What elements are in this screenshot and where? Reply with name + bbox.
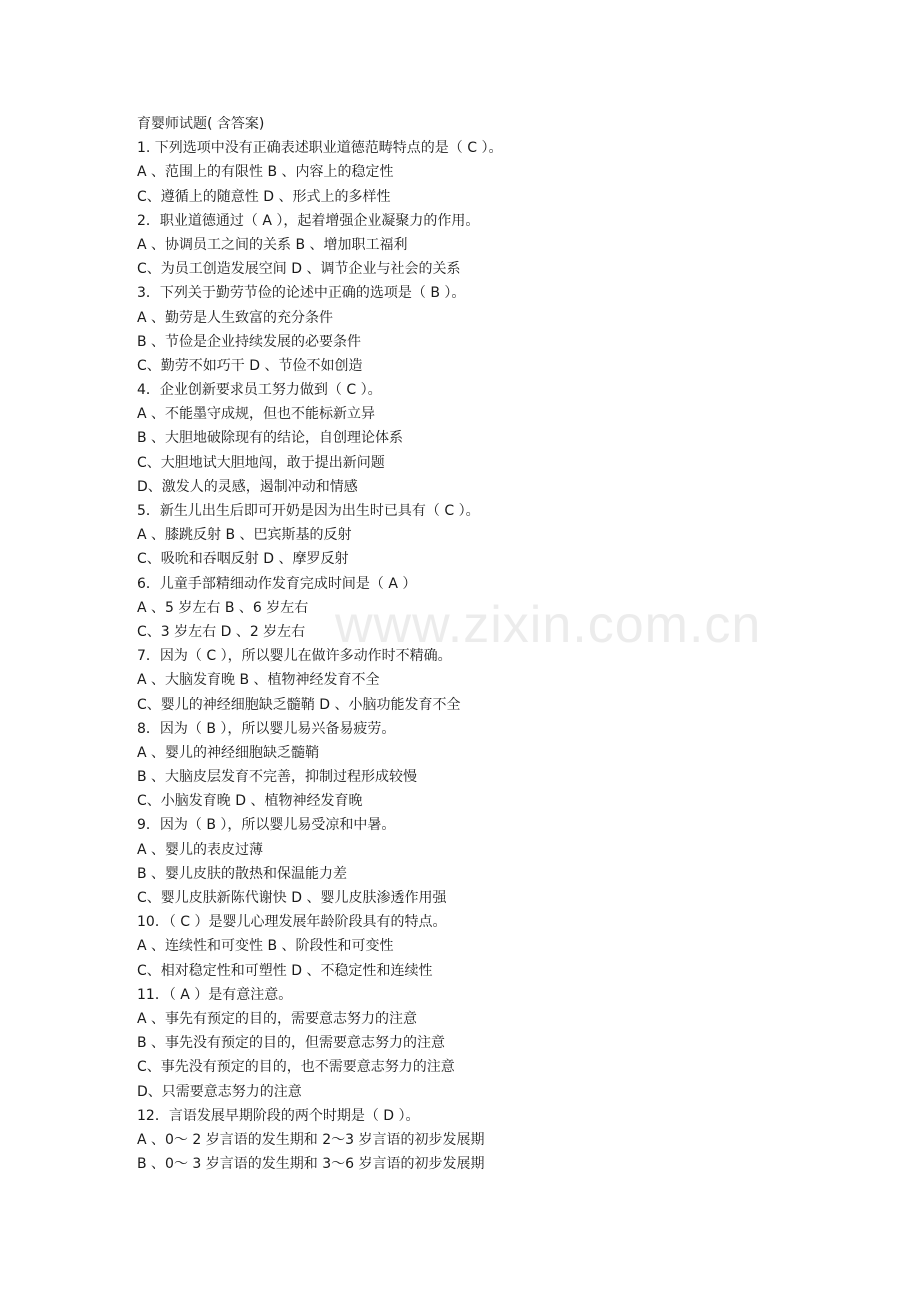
text-line: B 、大胆地破除现有的结论，自创理论体系	[137, 430, 404, 447]
text-line: A 、婴儿的神经细胞缺乏髓鞘	[137, 744, 320, 761]
text-line: C、3 岁左右 D 、2 岁左右	[137, 623, 306, 640]
text-line: B 、婴儿皮肤的散热和保温能力差	[137, 865, 348, 882]
text-line: C、大胆地试大胆地闯，敢于提出新问题	[137, 454, 385, 471]
text-line: 12．言语发展早期阶段的两个时期是（ D ）。	[137, 1107, 420, 1124]
text-line: C、相对稳定性和可塑性 D 、不稳定性和连续性	[137, 962, 433, 979]
text-line: A 、大脑发育晚 B 、植物神经发育不全	[137, 672, 380, 689]
text-line: B 、事先没有预定的目的，但需要意志努力的注意	[137, 1035, 446, 1052]
text-line: 6．儿童手部精细动作发育完成时间是（ A ）	[137, 575, 417, 592]
text-line: A 、范围上的有限性 B 、内容上的稳定性	[137, 164, 394, 181]
text-line: C、婴儿的神经细胞缺乏髓鞘 D 、小脑功能发育不全	[137, 696, 461, 713]
watermark: www.zixin.com.cn	[335, 596, 762, 654]
text-line: 9．因为（ B ），所以婴儿易受凉和中暑。	[137, 817, 396, 834]
text-line: C、吸吮和吞咽反射 D 、摩罗反射	[137, 551, 349, 568]
text-line: C、遵循上的随意性 D 、形式上的多样性	[137, 188, 391, 205]
text-line: C、婴儿皮肤新陈代谢快 D 、婴儿皮肤渗透作用强	[137, 890, 447, 906]
text-line: A 、连续性和可变性 B 、阶段性和可变性	[137, 938, 394, 955]
text-line: B 、大脑皮层发育不完善，抑制过程形成较慢	[137, 769, 418, 786]
text-line: 1. 下列选项中没有正确表述职业道德范畴特点的是（ C ）。	[137, 140, 503, 157]
text-line: A 、事先有预定的目的，需要意志努力的注意	[137, 1010, 418, 1027]
text-line: 7．因为（ C ），所以婴儿在做许多动作时不精确。	[137, 648, 452, 665]
text-line: B 、节俭是企业持续发展的必要条件	[137, 333, 362, 350]
text-line: D、激发人的灵感，遏制冲动和情感	[137, 478, 358, 495]
text-line: C、为员工创造发展空间 D 、调节企业与社会的关系	[137, 261, 461, 278]
text-line: 2．职业道德通过（ A ），起着增强企业凝聚力的作用。	[137, 212, 480, 229]
text-line: B 、0～ 3 岁言语的发生期和 3～6 岁言语的初步发展期	[137, 1156, 485, 1173]
text-line: C、勤劳不如巧干 D 、节俭不如创造	[137, 357, 363, 374]
text-line: A 、协调员工之间的关系 B 、增加职工福利	[137, 236, 408, 253]
text-line: 3．下列关于勤劳节俭的论述中正确的选项是（ B ）。	[137, 285, 466, 302]
text-line: A 、不能墨守成规，但也不能标新立异	[137, 406, 376, 423]
text-line: 10．（ C ）是婴儿心理发展年龄阶段具有的特点。	[137, 914, 447, 931]
text-line: C、小脑发育晚 D 、植物神经发育晚	[137, 793, 363, 810]
text-line: A 、勤劳是人生致富的充分条件	[137, 309, 334, 326]
text-line: 5．新生儿出生后即可开奶是因为出生时已具有（ C ）。	[137, 503, 480, 519]
text-line: C、事先没有预定的目的，也不需要意志努力的注意	[137, 1059, 455, 1076]
text-line: A 、0～ 2 岁言语的发生期和 2～3 岁言语的初步发展期	[137, 1131, 485, 1148]
document-body	[137, 112, 837, 1176]
text-line: A 、5 岁左右 B 、6 岁左右	[137, 599, 309, 616]
text-line: 4．企业创新要求员工努力做到（ C ）。	[137, 382, 382, 399]
document-title: 育婴师试题( 含答案)	[137, 116, 265, 132]
text-line: A 、婴儿的表皮过薄	[137, 841, 264, 858]
text-line: A 、膝跳反射 B 、巴宾斯基的反射	[137, 527, 352, 544]
text-line: 11．（ A ）是有意注意。	[137, 986, 293, 1003]
text-line: D、只需要意志努力的注意	[137, 1083, 302, 1100]
text-line: 8．因为（ B ），所以婴儿易兴备易疲劳。	[137, 720, 396, 737]
